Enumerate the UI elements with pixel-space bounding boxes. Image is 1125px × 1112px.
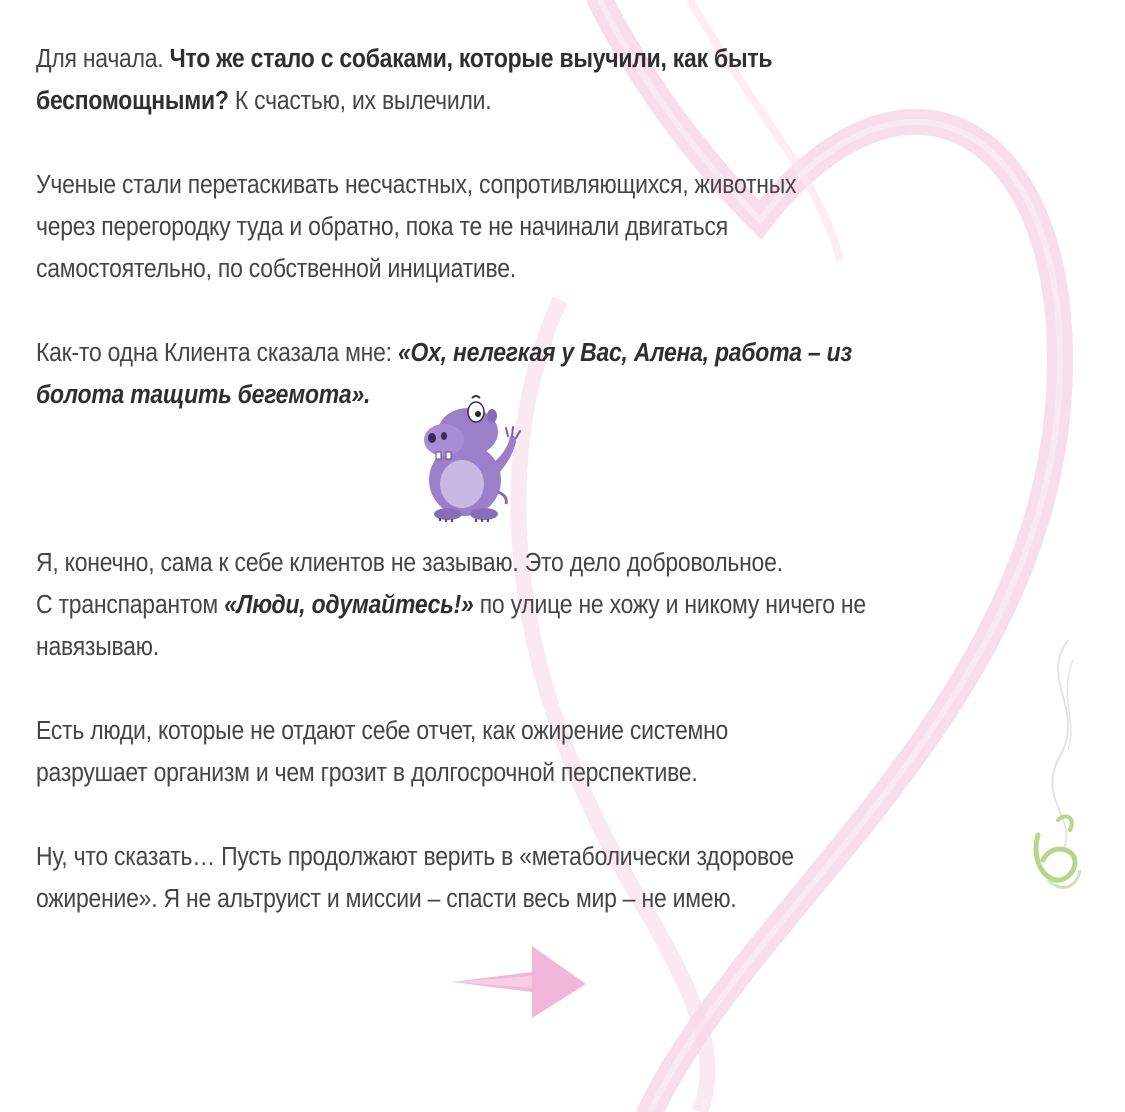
paragraph-voluntary: [36, 542, 1098, 668]
arrow-right-icon: [448, 942, 588, 1022]
paragraph-intro: [36, 38, 1098, 122]
paragraph-scientists: [36, 164, 1098, 290]
paragraph-obesity: [36, 710, 1098, 794]
paragraph-conclusion: [36, 836, 1098, 920]
bold-question-end: беспомощными?: [36, 87, 229, 115]
bold-question: Что же стало с собаками, которые выучили, как быть: [169, 45, 773, 73]
text-run: С транспарантом: [36, 591, 225, 619]
text-run: Как-то одна Клиента сказала мне:: [36, 339, 398, 367]
text-line: ожирение». Я не альтруист и миссии – спасти весь мир – не имею.: [36, 885, 737, 913]
text-line: Я, конечно, сама к себе клиентов не зазываю. Это дело добровольное.: [36, 549, 783, 577]
text-line: навязываю.: [36, 633, 159, 661]
hippo-illustration: [410, 392, 525, 524]
text-run: по улице не хожу и никому ничего не: [473, 591, 866, 619]
text-line: Ну, что сказать… Пусть продолжают верить в «метаболически здоровое: [36, 843, 794, 871]
text-run: К счастью, их вылечили.: [228, 87, 492, 115]
text-line: Есть люди, которые не отдают себе отчет, как ожирение системно: [36, 717, 729, 745]
banner-quote: «Люди, одумайтесь!»: [224, 591, 474, 619]
text-line: через перегородку туда и обратно, пока те не начинали двигаться: [36, 213, 728, 241]
quote-text: «Ох, нелегкая у Вас, Алена, работа – из: [397, 339, 852, 367]
paragraph-client-quote: [36, 332, 1098, 416]
quote-text-end: болота тащить бегемота».: [36, 381, 371, 409]
text-line: самостоятельно, по собственной инициативе.: [36, 255, 516, 283]
text-run: Для начала.: [36, 45, 170, 73]
text-line: Ученые стали перетаскивать несчастных, сопротивляющихся, животных: [36, 171, 797, 199]
signature-watermark: [1018, 620, 1108, 920]
text-line: разрушает организм и чем грозит в долгосрочной перспективе.: [36, 759, 698, 787]
